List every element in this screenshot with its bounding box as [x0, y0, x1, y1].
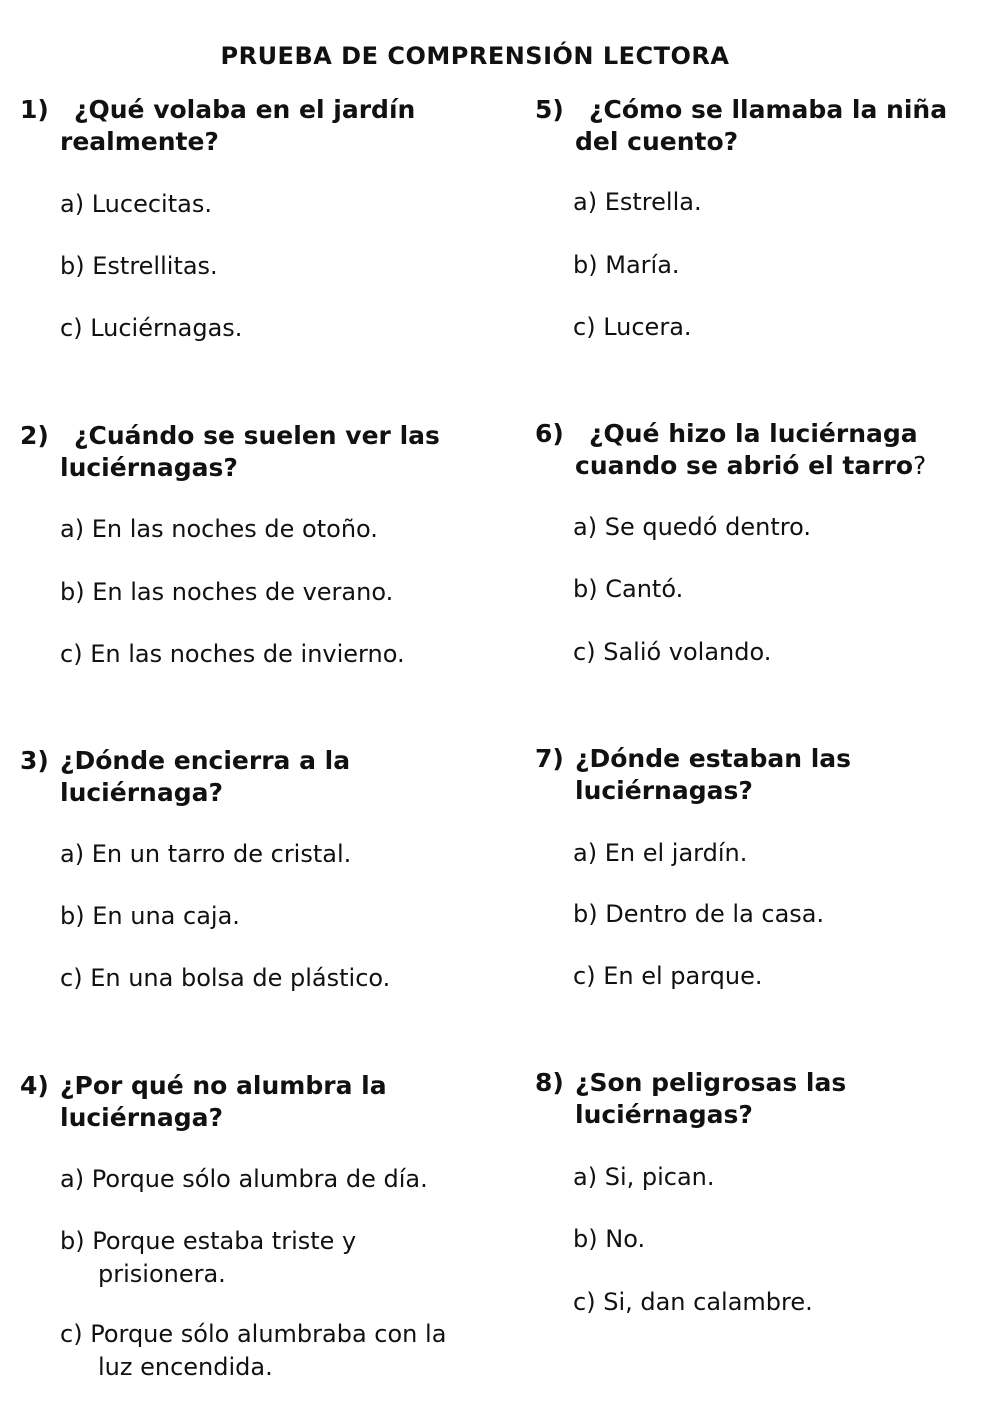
- option-text: Lucera.: [603, 313, 692, 341]
- question-text: ¿Son peligrosas las: [575, 1068, 847, 1097]
- option-text: Porque sólo alumbraba con la: [90, 1320, 447, 1348]
- option-5a[interactable]: [573, 186, 1000, 219]
- question-text-cont: luciérnaga?: [60, 778, 223, 807]
- option-3a[interactable]: [60, 838, 500, 871]
- option-text: Se quedó dentro.: [604, 513, 811, 541]
- option-text: Si, dan calambre.: [603, 1288, 813, 1316]
- option-letter: a): [573, 1163, 598, 1191]
- question-text-cont-main: cuando se abrió el tarro: [575, 451, 914, 480]
- question-5: [535, 94, 975, 158]
- option-letter: c): [573, 638, 596, 666]
- question-number: 2): [20, 421, 49, 450]
- option-letter: a): [60, 840, 85, 868]
- option-letter: c): [573, 962, 596, 990]
- question-text-cont: luciérnaga?: [60, 1103, 223, 1132]
- question-8: [535, 1067, 975, 1131]
- option-8b[interactable]: [573, 1223, 1000, 1256]
- option-text: En las noches de invierno.: [90, 640, 405, 668]
- option-2b[interactable]: [60, 576, 500, 609]
- option-letter: c): [60, 1320, 83, 1348]
- question-text: ¿Cómo se llamaba la niña: [589, 95, 948, 124]
- question-text: ¿Qué volaba en el jardín: [74, 95, 416, 124]
- option-letter: c): [60, 314, 83, 342]
- option-letter: c): [573, 1288, 596, 1316]
- option-letter: b): [60, 578, 85, 606]
- question-number: 1): [20, 95, 49, 124]
- option-letter: b): [60, 902, 85, 930]
- option-letter: b): [573, 575, 598, 603]
- question-text-cont: [535, 450, 965, 482]
- option-text: En un tarro de cristal.: [91, 840, 352, 868]
- option-letter: c): [60, 640, 83, 668]
- option-4a[interactable]: [60, 1163, 500, 1196]
- option-letter: c): [573, 313, 596, 341]
- question-mark: ?: [913, 451, 927, 480]
- option-text: Estrellitas.: [92, 252, 218, 280]
- option-letter: a): [60, 1165, 85, 1193]
- option-4c[interactable]: [60, 1318, 500, 1384]
- option-5b[interactable]: [573, 249, 1000, 282]
- option-letter: b): [573, 1225, 598, 1253]
- option-letter: a): [60, 190, 85, 218]
- option-6b[interactable]: [573, 573, 1000, 606]
- option-text: María.: [605, 251, 680, 279]
- question-3: [20, 745, 460, 809]
- question-number: 7): [535, 744, 564, 773]
- option-7c[interactable]: [573, 960, 1000, 993]
- option-letter: a): [573, 839, 598, 867]
- question-6: [535, 418, 965, 482]
- option-6a[interactable]: [573, 511, 1000, 544]
- option-text: Cantó.: [605, 575, 684, 603]
- option-letter: a): [60, 515, 85, 543]
- question-text-cont: del cuento?: [575, 127, 739, 156]
- option-letter: b): [573, 900, 598, 928]
- option-2c[interactable]: [60, 638, 500, 671]
- option-2a[interactable]: [60, 513, 500, 546]
- option-text-cont: luz encendida.: [98, 1353, 273, 1381]
- question-text-cont: luciérnagas?: [60, 453, 238, 482]
- option-text: En las noches de otoño.: [91, 515, 378, 543]
- option-letter: b): [60, 1227, 85, 1255]
- option-letter: a): [573, 188, 598, 216]
- question-text: ¿Dónde estaban las: [575, 744, 852, 773]
- option-letter: c): [60, 964, 83, 992]
- option-text: Estrella.: [604, 188, 702, 216]
- option-1b[interactable]: [60, 250, 500, 283]
- option-3c[interactable]: [60, 962, 500, 995]
- option-letter: b): [573, 251, 598, 279]
- option-text: Salió volando.: [603, 638, 772, 666]
- question-text: ¿Por qué no alumbra la: [60, 1071, 387, 1100]
- question-1: [20, 94, 460, 158]
- question-7: [535, 743, 975, 807]
- option-text: Luciérnagas.: [90, 314, 243, 342]
- option-text: En el parque.: [603, 962, 763, 990]
- question-number: 6): [535, 419, 564, 448]
- option-3b[interactable]: [60, 900, 500, 933]
- question-number: 4): [20, 1071, 49, 1100]
- option-7a[interactable]: [573, 837, 1000, 870]
- question-text: ¿Qué hizo la luciérnaga: [589, 419, 918, 448]
- option-text: En las noches de verano.: [92, 578, 394, 606]
- question-text-cont: luciérnagas?: [575, 776, 753, 805]
- option-text: En una bolsa de plástico.: [90, 964, 391, 992]
- option-1c[interactable]: [60, 312, 500, 345]
- option-text: Lucecitas.: [91, 190, 212, 218]
- question-number: 8): [535, 1068, 564, 1097]
- option-5c[interactable]: [573, 311, 1000, 344]
- option-text: En una caja.: [92, 902, 240, 930]
- option-text: No.: [605, 1225, 646, 1253]
- option-text: En el jardín.: [604, 839, 748, 867]
- option-text-cont: prisionera.: [98, 1260, 226, 1288]
- option-8a[interactable]: [573, 1161, 1000, 1194]
- question-number: 3): [20, 746, 49, 775]
- question-number: 5): [535, 95, 564, 124]
- question-text-cont: realmente?: [60, 127, 219, 156]
- option-7b[interactable]: [573, 898, 1000, 931]
- option-4b[interactable]: [60, 1225, 500, 1291]
- question-4: [20, 1070, 460, 1134]
- option-text: Porque estaba triste y: [92, 1227, 357, 1255]
- option-text: Dentro de la casa.: [605, 900, 825, 928]
- option-text: Si, pican.: [604, 1163, 715, 1191]
- question-text-cont: luciérnagas?: [575, 1100, 753, 1129]
- option-8c[interactable]: [573, 1286, 1000, 1319]
- option-letter: b): [60, 252, 85, 280]
- question-text: ¿Dónde encierra a la: [60, 746, 351, 775]
- question-2: [20, 420, 460, 484]
- question-text: ¿Cuándo se suelen ver las: [74, 421, 440, 450]
- option-letter: a): [573, 513, 598, 541]
- option-1a[interactable]: [60, 188, 500, 221]
- option-text: Porque sólo alumbra de día.: [91, 1165, 428, 1193]
- option-6c[interactable]: [573, 636, 1000, 669]
- page-title: PRUEBA DE COMPRENSIÓN LECTORA: [220, 42, 730, 70]
